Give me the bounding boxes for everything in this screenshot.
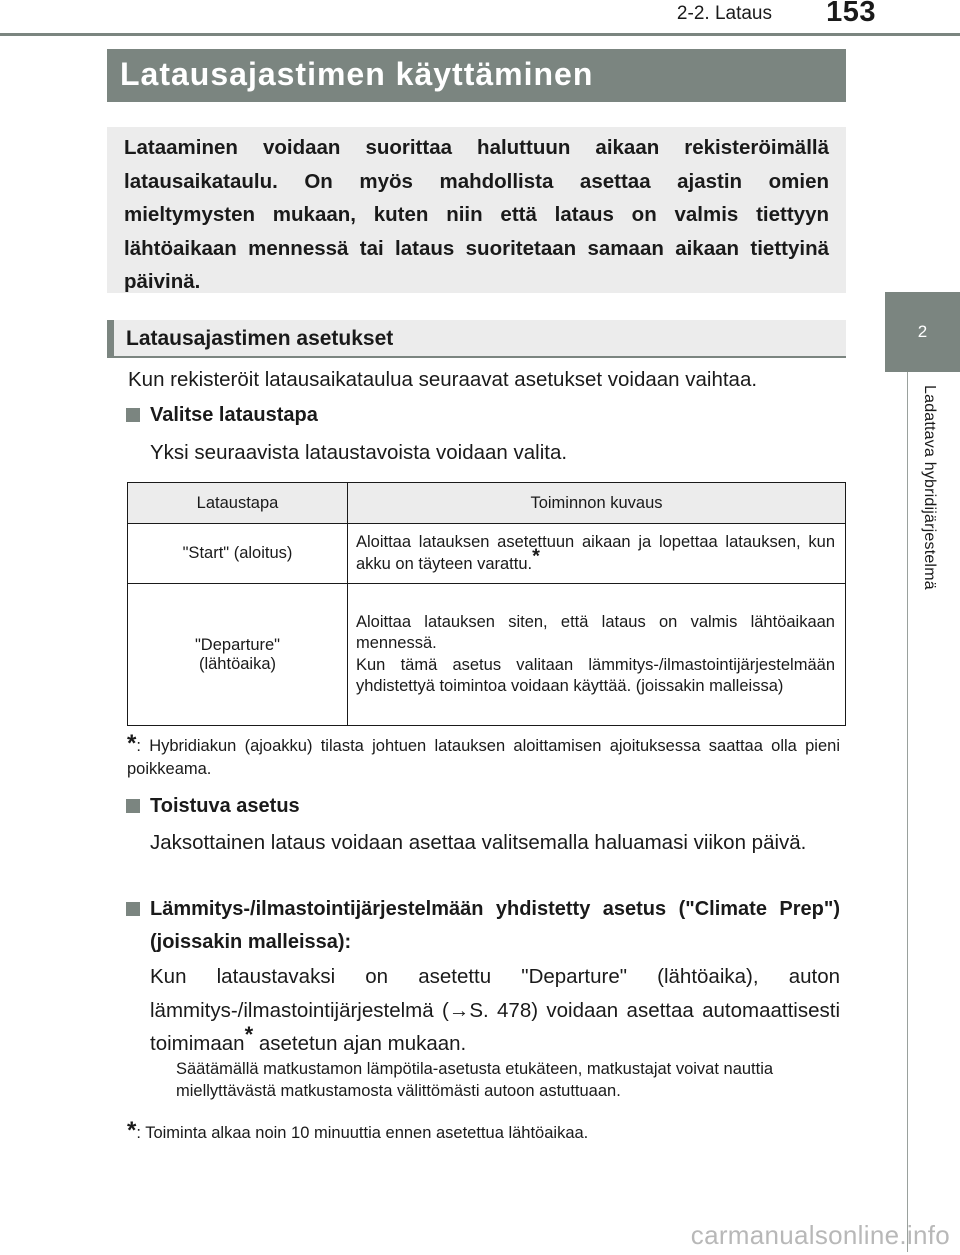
table-row [128,524,846,584]
section-heading-charging-mode: Valitse lataustapa [150,404,318,426]
page-reference-link[interactable]: S. 478 [469,998,532,1022]
climate-prep-note: Säätämällä matkustamon lämpötila-asetusta etukäteen, matkustajat voivat nauttia miellyttävästä matkustamosta välittömästi autoon astuttuaan. [176,1060,774,1100]
text-segment: ) voidaan asettaa automaattisesti toimimaan [150,998,840,1055]
footnote-mark: * [244,1022,254,1048]
description-text: Aloittaa latauksen asetettuun aikaan ja lopettaa latauksen, kun akku on täyteen varattu. [356,533,835,573]
footnote-text: : Hybridiakun (ajoakku) tilasta johtuen latauksen aloittamisen ajoituksessa saattaa olla pieni poikkeama. [127,737,840,778]
section-text-repeat: Jaksottainen lataus voidaan asettaa valitsemalla haluamasi viikon päivä. [150,831,807,854]
table-cell-description [348,584,846,726]
table-header-row [128,483,846,524]
intro-text: Lataaminen voidaan suorittaa haluttuun aikaan rekisteröimällä latausaikataulu. On myös mahdollista asettaa ajastin omien mieltymysten mukaan, kuten niin että lataus on valmis tiettyyn lähtöaikaan mennessä tai lataus suoritetaan samaan aikaan tiettyinä päivinä. [124,136,829,293]
footnote [127,1117,588,1145]
section-heading-climate-prep: Lämmitys-/ilmastointijärjestelmään yhdistetty asetus ("Climate Prep") (joissakin malleissa): [150,898,840,953]
footnote-mark: * [532,545,540,567]
table-cell-mode [128,584,348,726]
subheading-accent [107,320,114,358]
arrow-icon: → [448,998,470,1022]
footnote-mark: * [127,1117,137,1144]
section-label: 2-2. Lataus [676,3,772,24]
chapter-label: Ladattava hybridijärjestelmä [921,385,938,590]
description-text: Aloittaa latauksen siten, että lataus on valmis lähtöaikaan mennessä. [356,612,835,652]
subheading-bar [107,320,846,358]
square-bullet-icon [126,408,140,422]
description-text: Kun tämä asetus valitaan lämmitys-/ilmastointijärjestelmään yhdistettyä toimintoa voidaan käyttää. (joissakin malleissa) [356,655,835,695]
lead-text: Kun rekisteröit latausaikataulua seuraavat asetukset voidaan vaihtaa. [128,368,758,391]
footnote-text: : Toiminta alkaa noin 10 minuuttia ennen asetettua lähtöaikaa. [136,1124,589,1142]
table-cell-mode: "Start" (aloitus) [128,524,348,584]
footnote-mark: * [127,730,137,757]
mode-sublabel: (lähtöaika) [198,654,277,673]
text-segment: asetetun ajan mukaan. [253,1032,467,1055]
text-segment: Kun lataustavaksi on asetettu "Departure" (lähtöaika), auton lämmitys-/ilmastointijärjestelmä ( [150,965,840,1022]
footnote [127,732,840,781]
charging-mode-table [127,482,846,726]
subheading: Latausajastimen asetukset [126,327,394,350]
mode-label: "Departure" [194,635,281,654]
chapter-tab [885,292,960,372]
section-text-climate-prep [150,960,840,1061]
chapter-number: 2 [917,322,928,341]
chapter-divider [907,372,908,1252]
table-cell-description [348,524,846,584]
square-bullet-icon [126,799,140,813]
page-title-bar [107,49,846,102]
table-header: Toiminnon kuvaus [348,483,846,524]
table-header: Lataustapa [128,483,348,524]
intro-box [107,127,846,293]
section-heading-repeat: Toistuva asetus [150,795,300,817]
header-rule [0,33,960,36]
watermark: carmanualsonline.info [690,1220,950,1250]
page-title: Latausajastimen käyttäminen [120,56,594,92]
page-number: 153 [826,0,876,28]
square-bullet-icon [126,902,140,916]
table-row [128,584,846,726]
section-text-charging-mode: Yksi seuraavista lataustavoista voidaan valita. [150,441,568,464]
